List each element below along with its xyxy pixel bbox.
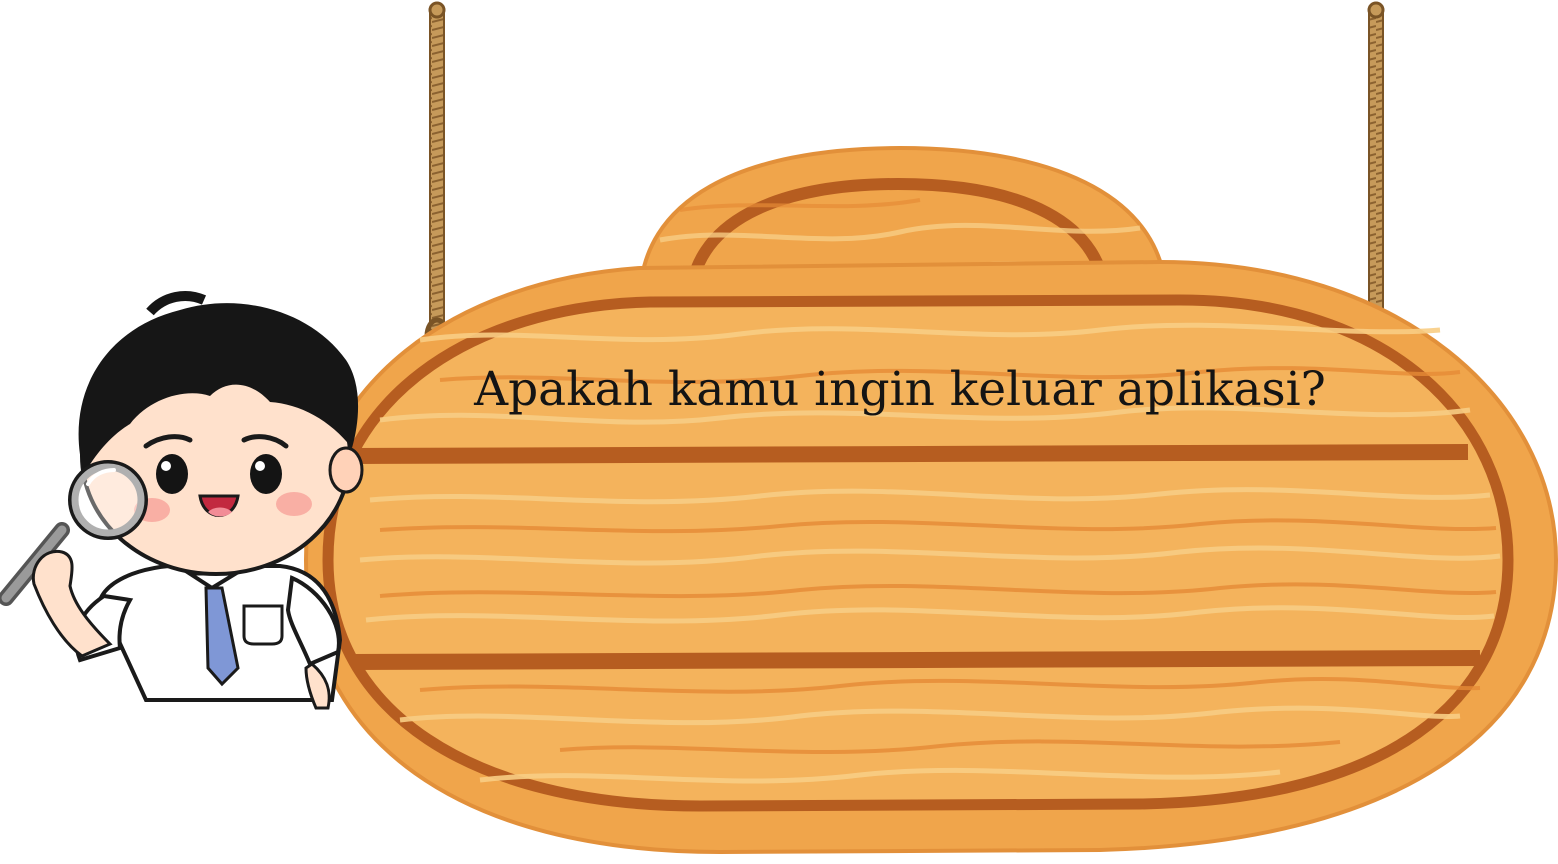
student-with-magnifier-icon — [6, 296, 362, 708]
left-rope — [430, 4, 444, 334]
right-rope — [1369, 4, 1383, 334]
exit-question-text: Apakah kamu ingin keluar aplikasi? — [474, 362, 1326, 417]
